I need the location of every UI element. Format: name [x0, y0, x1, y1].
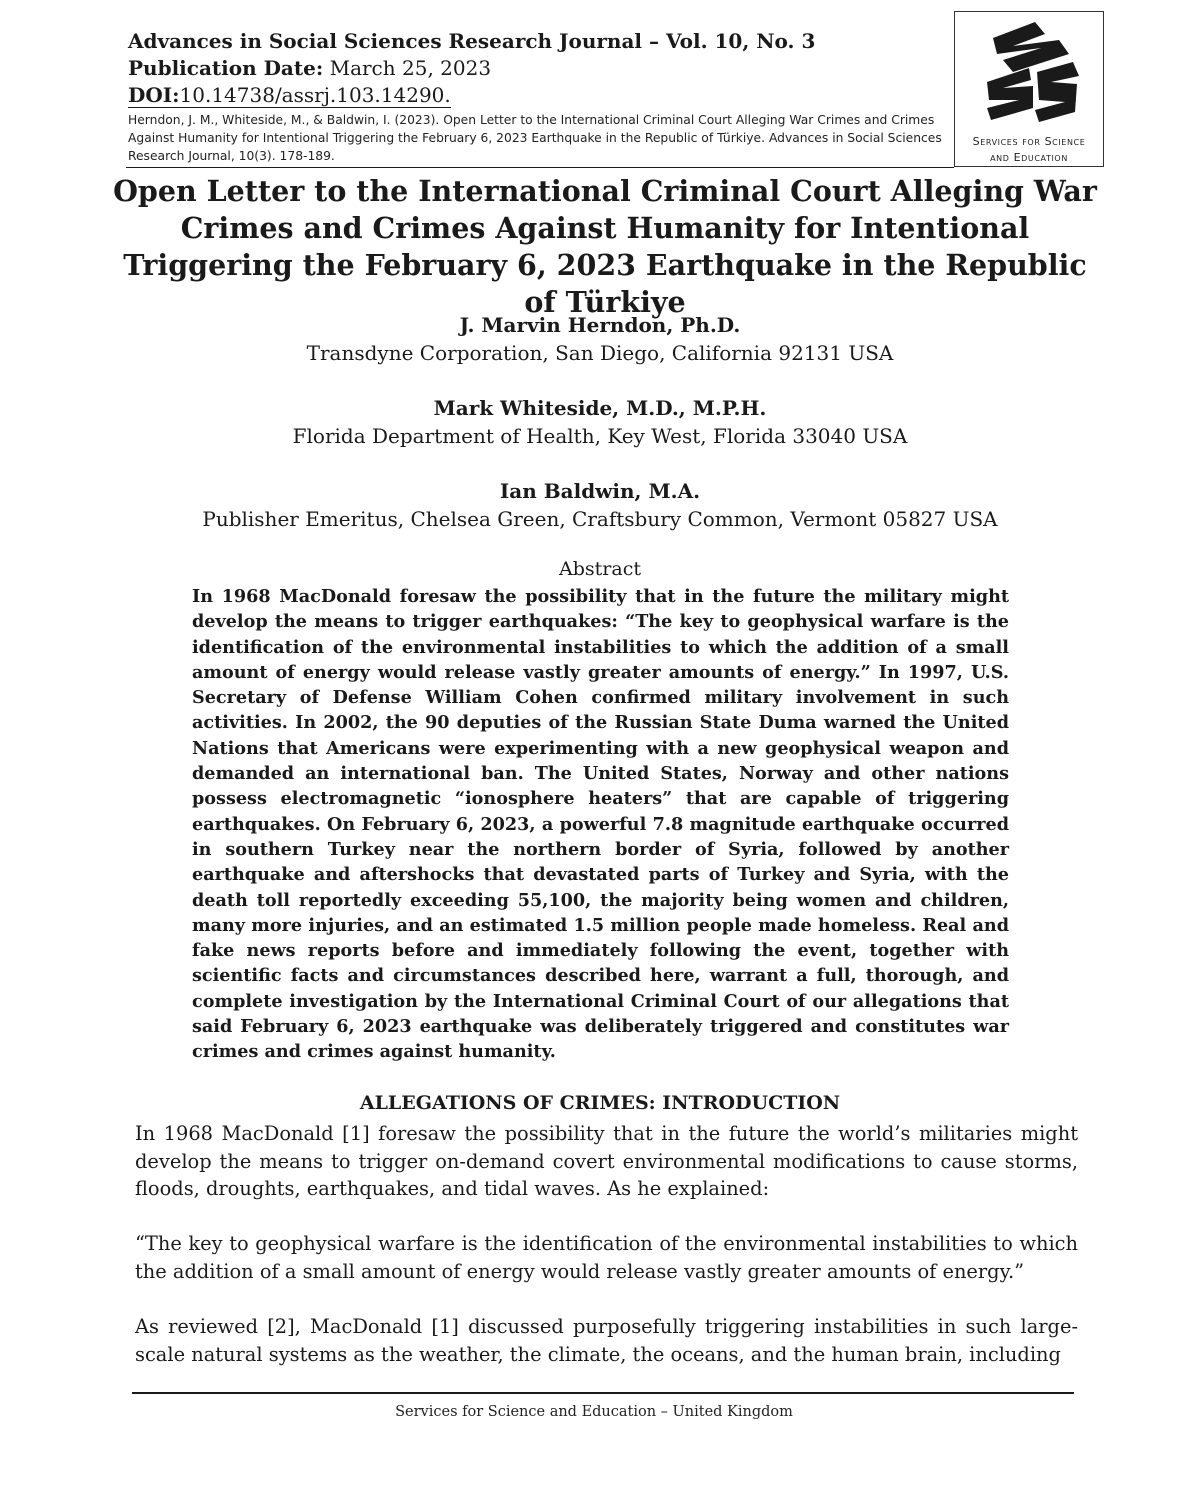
logo-caption-line2: and Education: [990, 151, 1068, 164]
author-affiliation: Transdyne Corporation, San Diego, California 92131 USA: [306, 341, 894, 365]
publication-date: March 25, 2023: [329, 56, 492, 80]
doi-line: [128, 82, 948, 109]
author-name: Mark Whiteside, M.D., M.P.H.: [433, 396, 767, 420]
abstract-heading: Abstract: [559, 558, 641, 580]
publication-date-label: Publication Date:: [128, 56, 324, 80]
footer-divider: [132, 1392, 1074, 1394]
body-paragraph: In 1968 MacDonald [1] foresaw the possibility that in the future the world’s militaries might develop the means to trigger on-demand covert environmental modifications to cause storms, floods, droughts, earthquakes, and tidal waves. As he explained:: [135, 1122, 1078, 1200]
citation: Herndon, J. M., Whiteside, M., & Baldwin, I. (2023). Open Letter to the International Criminal Court Alleging War Crimes and Crimes Against Humanity for Intentional Triggering the February 6, 2023 Earthquake in the Republic of Türkiye. Advances in Social Sciences Research Journal, 10(3). 178-189.: [128, 113, 942, 163]
page-footer: Services for Science and Education – United Kingdom: [395, 1404, 793, 1420]
sse-logo-icon: [973, 16, 1087, 130]
author-block: [0, 394, 1200, 450]
author-block: [0, 477, 1200, 533]
author-name: J. Marvin Herndon, Ph.D.: [459, 313, 741, 337]
section-heading: ALLEGATIONS OF CRIMES: INTRODUCTION: [359, 1092, 841, 1114]
journal-header: [128, 28, 948, 109]
author-name: Ian Baldwin, M.A.: [499, 479, 701, 503]
doi-label: DOI:: [128, 83, 180, 107]
publication-date-line: [128, 55, 948, 82]
logo-caption: [955, 134, 1103, 166]
journal-name: Advances in Social Sciences Research Journal – Vol. 10, No. 3: [128, 29, 816, 53]
publisher-logo: [954, 11, 1104, 167]
body-paragraph: As reviewed [2], MacDonald [1] discussed purposefully triggering instabilities in such large-scale natural systems as the weather, the climate, the oceans, and the human brain, including: [135, 1315, 1078, 1366]
abstract-text: In 1968 MacDonald foresaw the possibility that in the future the military might develop the means to trigger earthquakes: “The key to geophysical warfare is the identification of the environmental instabilities to which the addition of a small amount of energy would release vastly greater amounts of energy.” In 1997, U.S. Secretary of Defense William Cohen confirmed military involvement in such activities. In 2002, the 90 deputies of the Russian State Duma warned the United Nations that Americans were experimenting with a new geophysical weapon and demanded an international ban. The United States, Norway and other nations possess electromagnetic “ionosphere heaters” that are capable of triggering earthquakes. On February 6, 2023, a powerful 7.8 magnitude earthquake occurred in southern Turkey near the northern border of Syria, followed by another earthquake and aftershocks that devastated parts of Turkey and Syria, with the death toll reportedly exceeding 55,100, the majority being women and children, many more injuries, and an estimated 1.5 million people made homeless. Real and fake news reports before and immediately following the event, together with scientific facts and circumstances described here, warrant a full, thorough, and complete investigation by the International Criminal Court of our allegations that said February 6, 2023 earthquake was deliberately triggered and constitutes war crimes and crimes against humanity.: [192, 586, 1009, 1063]
author-affiliation: Florida Department of Health, Key West, Florida 33040 USA: [292, 424, 908, 448]
author-block: [0, 311, 1200, 367]
block-quote: “The key to geophysical warfare is the identification of the environmental instabilities to which the addition of a small amount of energy would release vastly greater amounts of energy.”: [135, 1232, 1078, 1283]
logo-caption-line1: Services for Science: [972, 135, 1086, 148]
paper-title: Open Letter to the International Criminal Court Alleging War Crimes and Crimes Against Humanity for Intentional Triggering the February 6, 2023 Earthquake in the Republic of Türkiye: [113, 174, 1097, 319]
author-affiliation: Publisher Emeritus, Chelsea Green, Craftsbury Common, Vermont 05827 USA: [202, 507, 998, 531]
header-divider: [126, 167, 954, 168]
doi-link[interactable]: 10.14738/assrj.103.14290.: [179, 83, 451, 107]
